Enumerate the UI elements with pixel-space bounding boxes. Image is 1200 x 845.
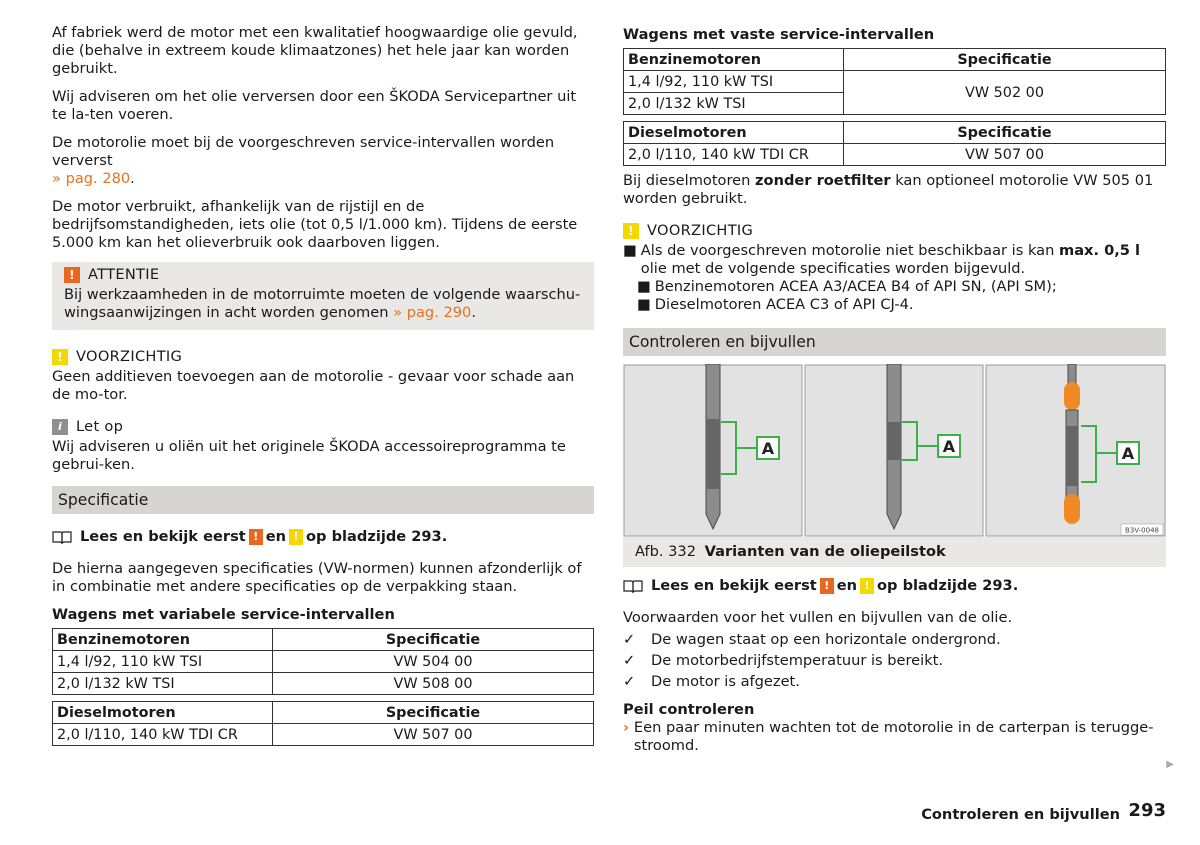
letop-title: Let op [76,418,124,435]
voorzichtig-header [623,222,1166,240]
table-row [624,71,1166,93]
voorzichtig-header [52,348,594,366]
list-item [623,652,1166,670]
info-icon: i [52,419,68,435]
read-suffix: op bladzijde 293. [306,528,448,545]
square-bullet-icon: ■ [637,278,651,295]
attentie-box [52,262,594,330]
table-variable-petrol [52,628,594,695]
continue-arrow-icon: ▶ [1166,759,1174,770]
figure-caption [623,537,1166,567]
table-cell: 2,0 l/132 kW TSI [53,673,273,695]
table-header-cell: Specificatie [844,122,1166,144]
caption-text: Varianten van de oliepeilstok [704,543,946,560]
text-fragment: kan optioneel motorolie VW 505 01 worden gebruikt. [623,172,1154,207]
paragraph-diesel [623,172,1166,208]
paragraph-factory-oil: Af fabriek werd de motor met een kwalitatief hoogwaardige olie gevuld, die (behalve in extreem koude klimaatzones) het hele jaar kan worden gebruikt. [52,24,578,77]
table-row [53,651,594,673]
page-link-290[interactable]: » pag. 290 [393,304,472,321]
book-icon [52,530,72,544]
table-header-row [624,49,1166,71]
text-fragment: olie met de volgende specificaties worden bijgevuld. [640,260,1026,277]
table-header-row [624,122,1166,144]
voorzichtig-title: VOORZICHTIG [76,348,183,365]
caption-number: Afb. 332 [635,543,696,560]
table-header-row [53,702,594,724]
book-icon [623,579,643,593]
check-icon: ✓ [623,652,636,669]
table-header-cell: Dieselmotoren [53,702,273,724]
letop-header [52,418,594,436]
attentie-title: ATTENTIE [88,266,160,283]
check-text: De motor is afgezet. [651,673,800,690]
label-a: A [1121,444,1135,463]
attentie-end: . [471,304,476,321]
attentie-text [64,286,582,322]
read-mid: en [265,528,287,545]
voorzichtig-title: VOORZICHTIG [647,222,754,239]
check-text: De motorbedrijfstemperatuur is bereikt. [651,652,944,669]
caution-icon: ! [289,529,303,545]
read-prefix: Lees en bekijk eerst [80,528,246,545]
read-first-line [623,577,1166,595]
table-header-cell: Benzinemotoren [53,629,273,651]
table-cell: 1,4 l/92, 110 kW TSI [624,71,844,93]
paragraph-oil-change [52,134,594,188]
table-fixed-diesel [623,121,1166,166]
list-item [623,673,1166,691]
paragraph-conditions: Voorwaarden voor het vullen en bijvullen van de olie. [623,609,1013,626]
bullet-text [641,242,1166,278]
letop-text: Wij adviseren u oliën uit het originele ŠKODA accessoireprogramma te gebrui-ken. [52,438,566,473]
paragraph-specs: De hierna aangegeven specificaties (VW-normen) kunnen afzonderlijk of in combinatie met andere specificaties op de verpakking staan. [52,560,582,595]
letop-note [52,418,594,474]
square-bullet-icon: ■ [637,296,651,313]
table-cell: VW 507 00 [844,144,1166,166]
table-header-cell: Specificatie [273,702,594,724]
table-row [53,673,594,695]
step-item [623,719,1166,755]
table-cell: 2,0 l/110, 140 kW TDI CR [624,144,844,166]
read-first-line [52,528,594,546]
table-cell: 2,0 l/132 kW TSI [624,93,844,115]
paragraph-oil-consumption: De motor verbruikt, afhankelijk van de rijstijl en de bedrijfsomstandigheden, iets olie (tot 0,5 l/1.000 km). Tijdens de eerste 5.000 km kan het olieverbruik ook daarboven liggen. [52,198,578,251]
table-variable-diesel [52,701,594,746]
footer-chapter-title: Controleren en bijvullen [921,806,1120,823]
caution-icon: ! [860,578,874,594]
text-fragment: Bij dieselmotoren [623,172,751,189]
table-cell: 2,0 l/110, 140 kW TDI CR [53,724,273,746]
page-link-280[interactable]: » pag. 280 [52,170,131,187]
paragraph-oil-change-text: De motorolie moet bij de voorgeschreven service-intervallen worden ververst [52,134,555,169]
table-header-cell: Benzinemotoren [624,49,844,71]
label-a: A [942,437,956,456]
table-fixed-petrol [623,48,1166,115]
table-cell: VW 508 00 [273,673,594,695]
table-row [624,144,1166,166]
list-item [623,631,1166,649]
page-number: 293 [1128,800,1166,821]
voorzichtig-text: Geen additieven toevoegen aan de motorolie - gevaar voor schade aan de mo-tor. [52,368,575,403]
attentie-header [64,266,582,284]
check-text: De wagen staat op een horizontale ondergrond. [651,631,1001,648]
square-bullet-icon: ■ [623,242,637,259]
warning-icon: ! [64,267,80,283]
check-icon: ✓ [623,631,636,648]
table-header-cell: Specificatie [844,49,1166,71]
caution-icon: ! [52,349,68,365]
read-mid: en [836,577,858,594]
table-row [53,724,594,746]
read-suffix: op bladzijde 293. [877,577,1019,594]
right-column [623,26,1166,755]
dipstick-illustration [623,364,1166,537]
voorzichtig-note [52,348,594,404]
list-item [623,278,1166,296]
bullet-text: Benzinemotoren ACEA A3/ACEA B4 of API SN, (API SM); [654,278,1057,295]
voorzichtig-note-right [623,222,1166,314]
text-fragment: Als de voorgeschreven motorolie niet beschikbaar is kan [640,242,1055,259]
table-cell: 1,4 l/92, 110 kW TSI [53,651,273,673]
list-item [623,242,1166,278]
caution-icon: ! [623,223,639,239]
list-item [623,296,1166,314]
section-title-controleren: Controleren en bijvullen [623,328,1166,356]
section-title-specificatie: Specificatie [52,486,594,514]
label-a: A [761,439,775,458]
table-header-row [53,629,594,651]
paragraph-service-partner: Wij adviseren om het olie verversen door een ŠKODA Servicepartner uit te la-ten voeren. [52,88,577,123]
table-title-variable: Wagens met variabele service-intervallen [52,606,395,623]
bullet-text: Dieselmotoren ACEA C3 of API CJ-4. [654,296,914,313]
figure-dipstick-variants [623,364,1166,537]
read-prefix: Lees en bekijk eerst [651,577,817,594]
paragraph-end: . [130,170,135,187]
step-arrow-icon: › [623,719,630,736]
table-cell-merged: VW 502 00 [844,71,1166,115]
step-text: Een paar minuten wachten tot de motorolie in de carterpan is terugge-stroomd. [633,719,1154,754]
warning-icon: ! [249,529,263,545]
left-column [52,24,594,752]
subhead-check-level: Peil controleren [623,701,755,718]
table-title-fixed: Wagens met vaste service-intervallen [623,26,935,43]
table-cell: VW 507 00 [273,724,594,746]
table-cell: VW 504 00 [273,651,594,673]
figure-code: B3V-0048 [1125,526,1159,535]
text-bold: zonder roetfilter [755,172,891,189]
check-icon: ✓ [623,673,636,690]
attentie-body: Bij werkzaamheden in de motorruimte moeten de volgende waarschu-wingsaanwijzingen in acht worden genomen [64,286,581,321]
table-header-cell: Specificatie [273,629,594,651]
table-header-cell: Dieselmotoren [624,122,844,144]
warning-icon: ! [820,578,834,594]
text-bold: max. 0,5 l [1059,242,1141,259]
